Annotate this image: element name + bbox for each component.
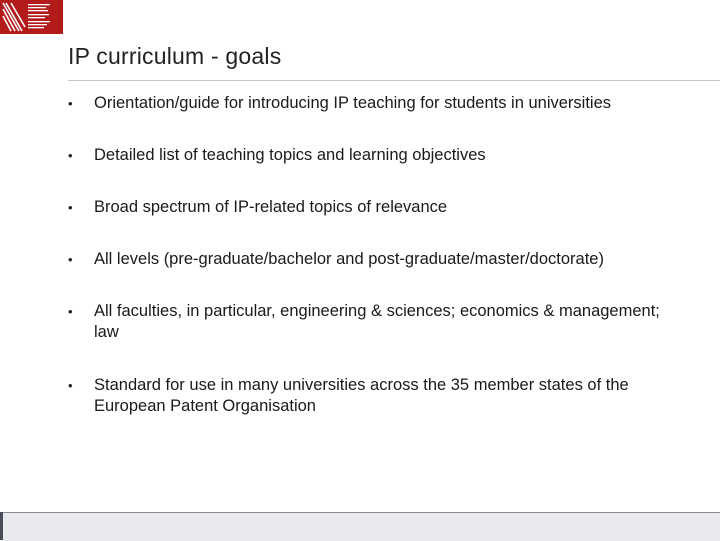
bullet-list [68,93,678,449]
bullet-text: Broad spectrum of IP-related topics of relevance [94,198,448,216]
bullet-text: All faculties, in particular, engineering & sciences; economics & management; law [94,302,660,341]
bullet-icon: • [68,200,73,215]
bullet-text: All levels (pre-graduate/bachelor and post-graduate/master/doctorate) [94,250,604,268]
bullet-text: Orientation/guide for introducing IP teaching for students in universities [94,94,611,112]
bullet-icon: • [68,148,73,163]
bullet-icon: • [68,252,73,267]
bullet-text: Detailed list of teaching topics and learning objectives [94,146,486,164]
footer-accent [0,512,3,540]
bullet-item [68,197,678,218]
epo-logo [0,0,63,34]
epo-logo-icon [0,0,63,34]
bullet-text: Standard for use in many universities across the 35 member states of the European Patent Organisation [94,376,629,415]
footer-bar [0,512,720,541]
bullet-item [68,249,678,270]
title-divider [68,80,720,81]
bullet-icon: • [68,304,73,319]
bullet-item [68,301,678,343]
slide-title: IP curriculum - goals [68,43,282,69]
bullet-item [68,93,678,114]
bullet-item [68,145,678,166]
bullet-item [68,375,678,417]
bullet-icon: • [68,96,73,111]
bullet-icon: • [68,378,73,393]
